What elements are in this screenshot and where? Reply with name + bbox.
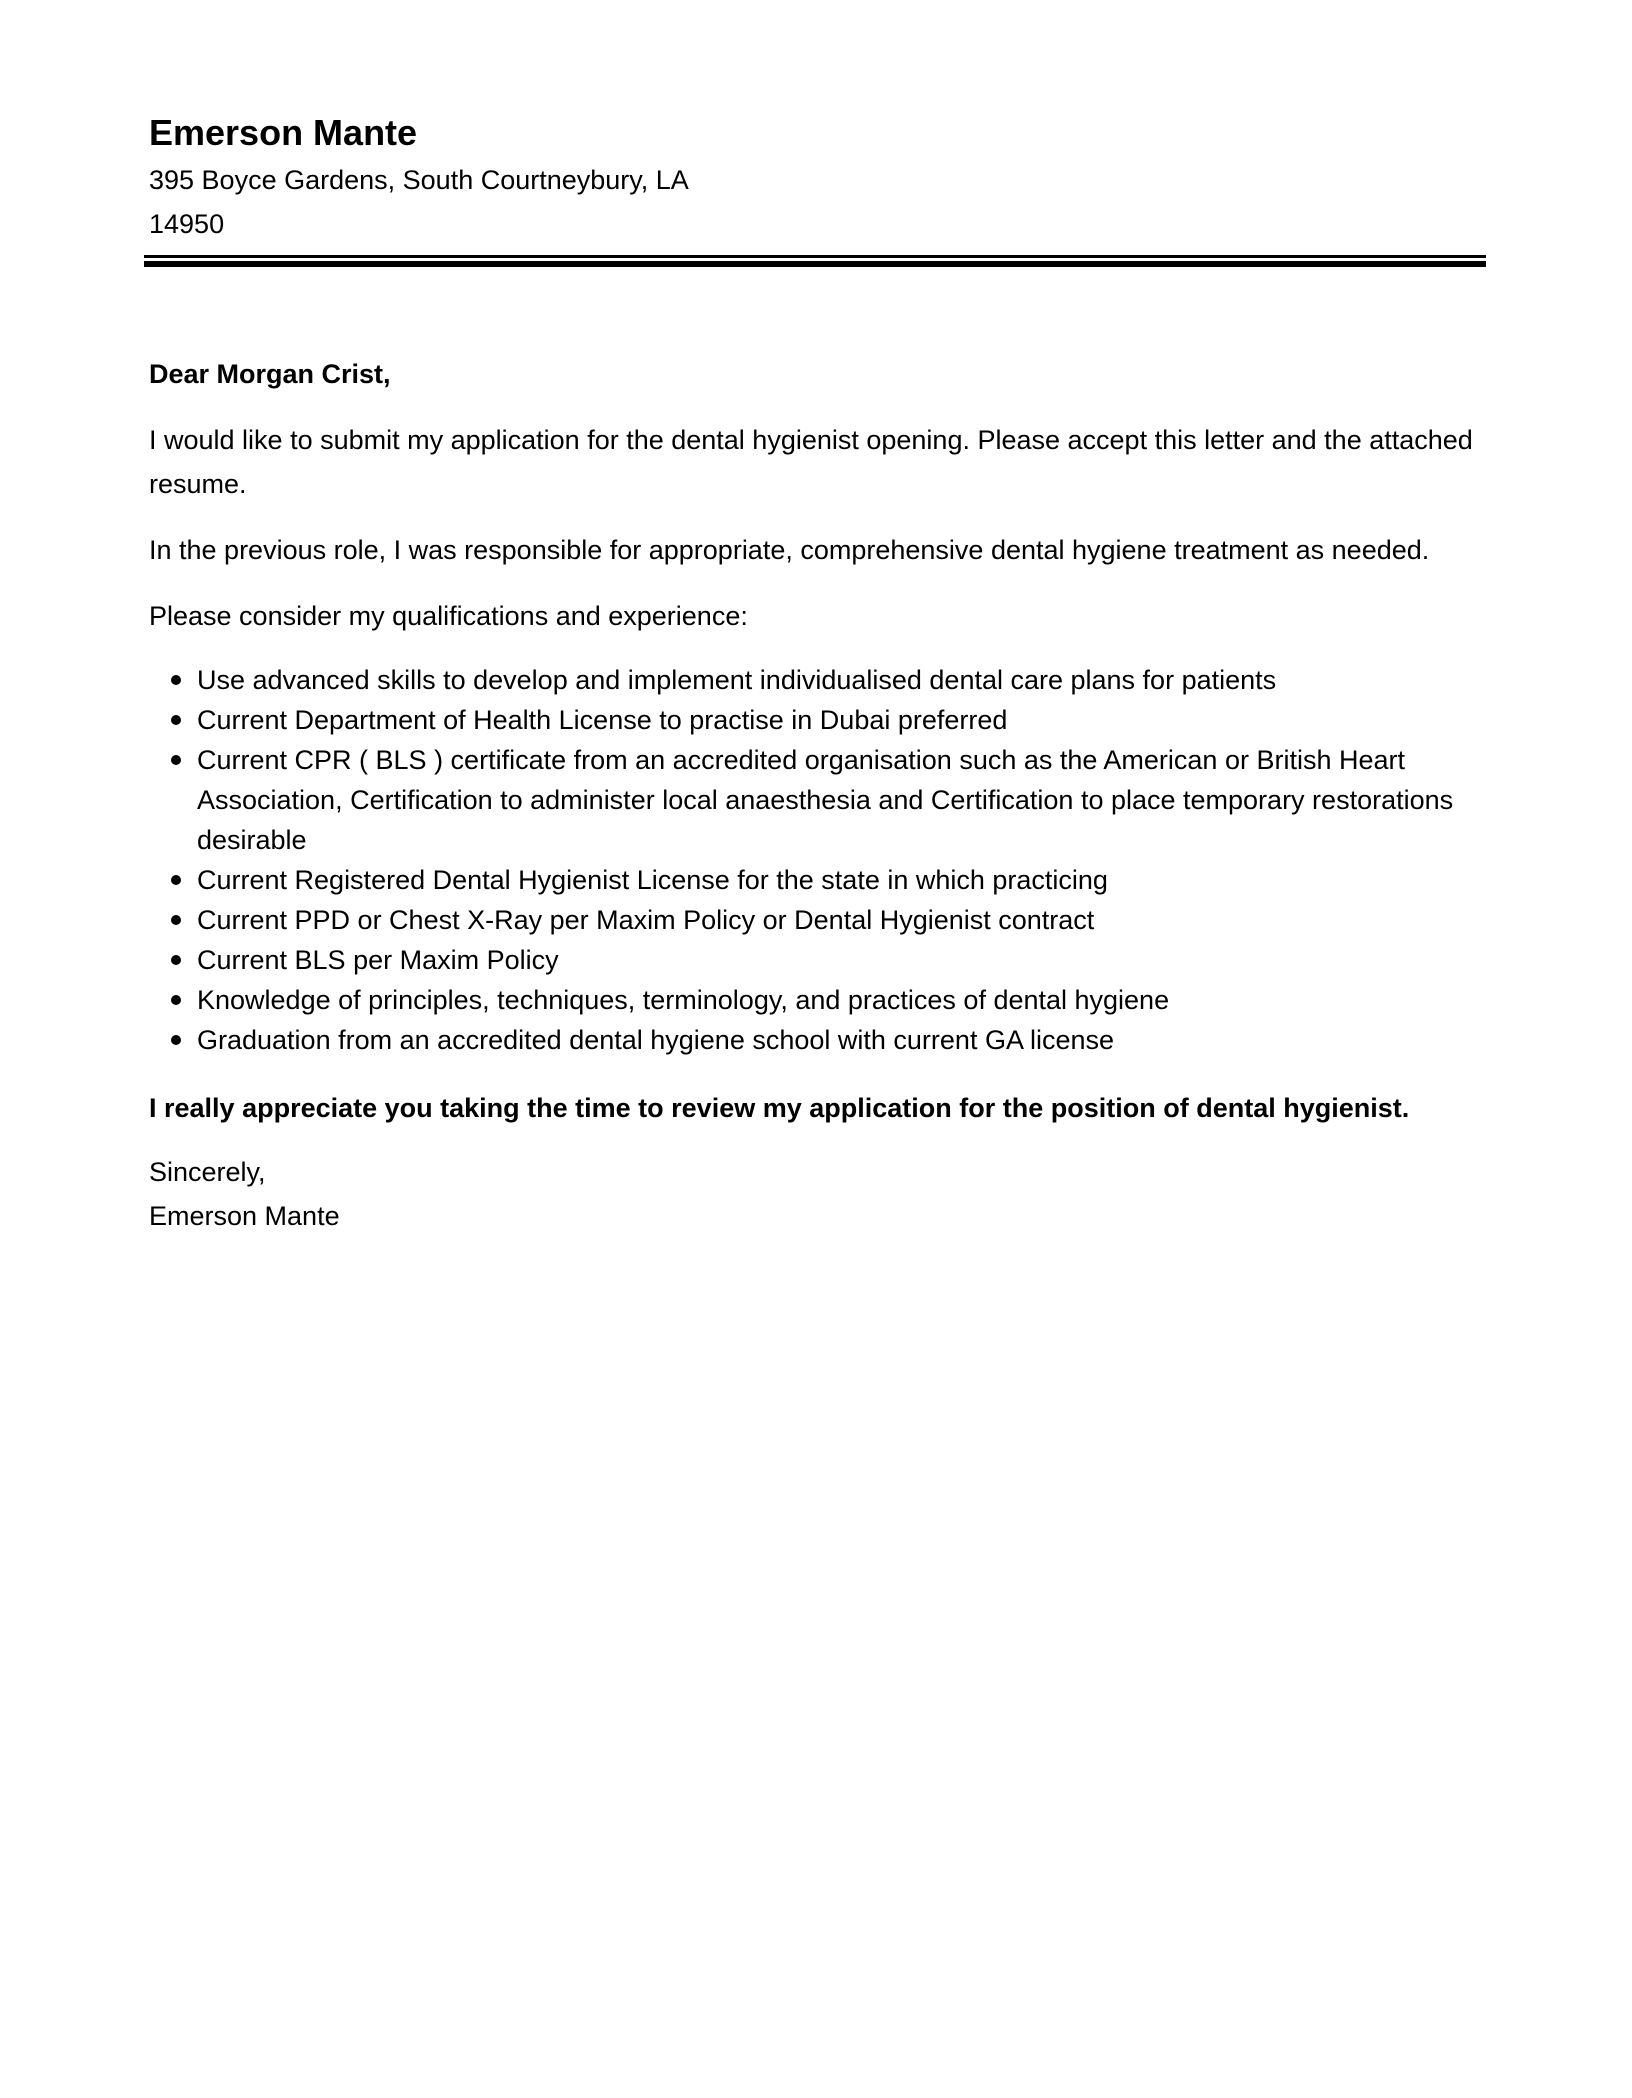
list-item (149, 1020, 1489, 1060)
list-item (149, 740, 1489, 860)
list-item-text: Graduation from an accredited dental hygiene school with current GA license (197, 1025, 1115, 1055)
bullet-icon (171, 675, 181, 685)
bullet-icon (171, 755, 181, 765)
sender-address-line-1: 395 Boyce Gardens, South Courtneybury, LA (149, 165, 689, 195)
list-item-text: Current PPD or Chest X-Ray per Maxim Policy or Dental Hygienist contract (197, 905, 1095, 935)
letter-header (149, 108, 1489, 246)
list-item-text: Current Department of Health License to practise in Dubai preferred (197, 705, 1008, 735)
signoff: Sincerely, (149, 1157, 266, 1187)
closing-statement: I really appreciate you taking the time to review my application for the position of dental hygienist. (149, 1093, 1410, 1123)
intro-paragraph: I would like to submit my application for the dental hygienist opening. Please accept this letter and the attached resume. (149, 425, 1473, 499)
signature-name: Emerson Mante (149, 1201, 340, 1231)
qualifications-intro: Please consider my qualifications and experience: (149, 601, 748, 631)
sender-name: Emerson Mante (149, 112, 418, 153)
list-item-text: Current Registered Dental Hygienist License for the state in which practicing (197, 865, 1108, 895)
divider-thick-line (144, 261, 1486, 267)
bullet-icon (171, 995, 181, 1005)
salutation: Dear Morgan Crist, (149, 359, 391, 389)
experience-paragraph: In the previous role, I was responsible for appropriate, comprehensive dental hygiene treatment as needed. (149, 535, 1430, 565)
header-divider (144, 255, 1486, 267)
list-item (149, 660, 1489, 700)
list-item-text: Knowledge of principles, techniques, terminology, and practices of dental hygiene (197, 985, 1170, 1015)
list-item-text: Use advanced skills to develop and implement individualised dental care plans for patients (197, 665, 1277, 695)
sender-address-line-2: 14950 (149, 209, 225, 239)
bullet-icon (171, 715, 181, 725)
qualifications-list (149, 660, 1489, 1060)
list-item-text: Current CPR ( BLS ) certificate from an accredited organisation such as the American or British Heart Association, Certification to administer local anaesthesia and Certification to place temporary restorations desirable (197, 745, 1454, 855)
list-item-text: Current BLS per Maxim Policy (197, 945, 559, 975)
list-item (149, 940, 1489, 980)
bullet-icon (171, 915, 181, 925)
bullet-icon (171, 955, 181, 965)
list-item (149, 700, 1489, 740)
bullet-icon (171, 1035, 181, 1045)
bullet-icon (171, 875, 181, 885)
list-item (149, 900, 1489, 940)
list-item (149, 980, 1489, 1020)
letter-body (149, 352, 1489, 1238)
list-item (149, 860, 1489, 900)
